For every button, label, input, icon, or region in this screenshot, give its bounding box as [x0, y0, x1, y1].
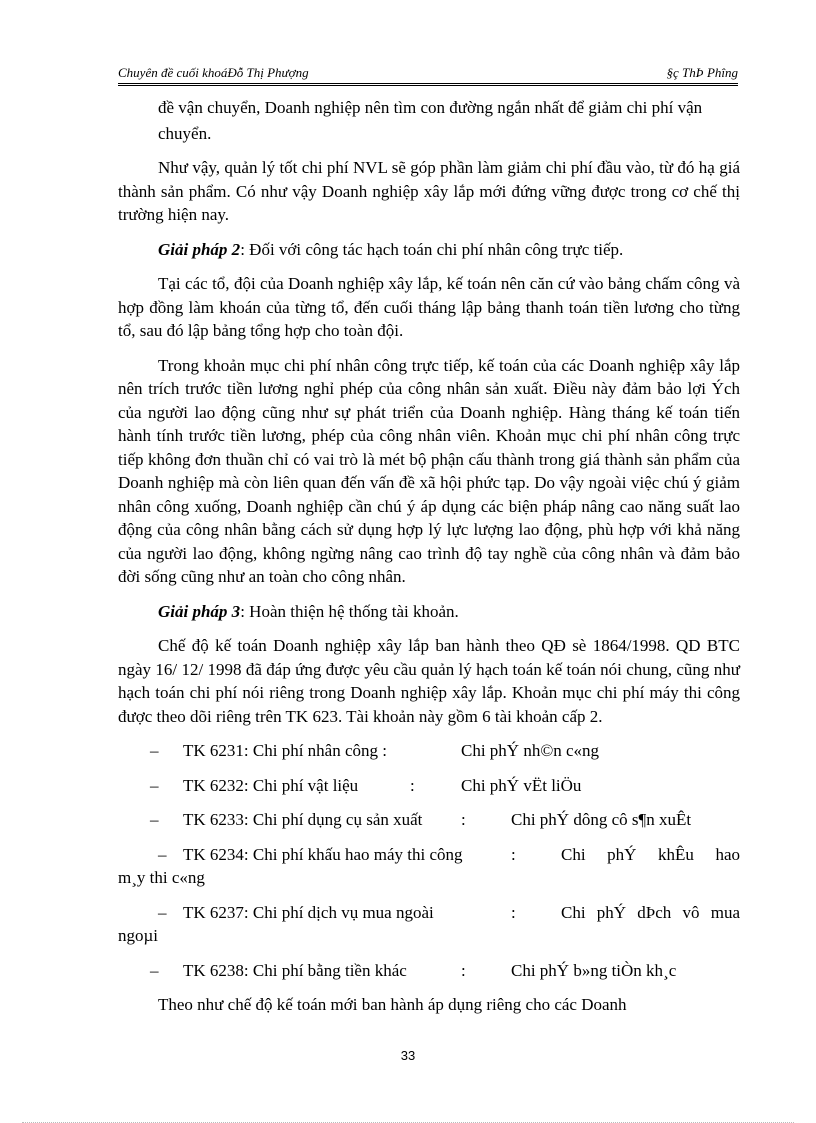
- header-left-title: Chuyên đề cuối khoáĐỗ Thị Phượng: [118, 65, 309, 80]
- account-item-6232: [118, 774, 740, 798]
- account-alt-label: Chi phÝ vËt liÖu: [461, 775, 582, 795]
- account-alt-continuation: ngoµi: [118, 926, 159, 945]
- paragraph-2: Như vậy, quản lý tốt chi phí NVL sẽ góp phần làm giảm chi phí đầu vào, từ đó hạ giá thành sản phẩm. Có như vậy Doanh nghiệp xây lắp mới đứng vững được trong cơ chế thị trường hiện nay.: [118, 158, 740, 224]
- paragraph-3: Tại các tổ, đội của Doanh nghiệp xây lắp, kế toán nên căn cứ vào bảng chấm công và hợp đồng làm khoán của từng tổ, đến cuối tháng lập bảng thanh toán tiền lương cho từng tổ, sau đó lập bảng tổng hợp cho toàn đội.: [118, 274, 740, 340]
- paragraph-1a: đề vận chuyển, Doanh nghiệp nên tìm con đường ngắn nhất để giảm chi phí vận: [158, 98, 703, 117]
- list-dash: –: [150, 960, 159, 980]
- account-colon: :: [461, 960, 466, 980]
- account-colon: :: [511, 844, 516, 864]
- account-alt-continuation: m¸y thi c«ng: [118, 868, 205, 887]
- account-label: TK 6231: Chi phí nhân công :: [183, 741, 387, 760]
- account-alt-label: Chi phÝ khÊu hao: [561, 844, 740, 864]
- account-item-6237: [118, 901, 740, 948]
- account-item-6231: [118, 739, 740, 763]
- solution-3-text: : Hoàn thiện hệ thống tài khoản.: [240, 601, 459, 621]
- account-label: TK 6234: Chi phí khấu hao máy thi công: [183, 844, 463, 864]
- account-alt-label: Chi phÝ b»ng tiÒn kh¸c: [511, 960, 677, 980]
- account-colon: :: [410, 775, 415, 795]
- solution-3-heading: [118, 600, 740, 624]
- solution-3-title: Giải pháp 3: [158, 601, 241, 621]
- account-label: TK 6232: Chi phí vật liệu: [183, 775, 359, 795]
- document-body: [118, 96, 740, 1028]
- account-item-6234: [118, 843, 740, 890]
- paragraph-5: Chế độ kế toán Doanh nghiệp xây lắp ban hành theo QĐ sè 1864/1998. QD BTC ngày 16/ 12/ 1998 đã đáp ứng được yêu cầu quản lý hạch toán kế toán nói chung, cũng như hạch toán chi phí nói riêng trong Doanh nghiệp xây lắp. Khoản mục chi phí máy thi công được theo dõi riêng trên TK 623. Tài khoản này gồm 6 tài khoản cấp 2.: [118, 636, 740, 726]
- account-label: TK 6233: Chi phí dụng cụ sản xuất: [183, 810, 423, 829]
- list-dash: –: [158, 902, 167, 922]
- header-right-author: §ç ThÞ Phîng: [666, 65, 738, 80]
- solution-2-title: Giải pháp 2: [158, 239, 241, 259]
- solution-2-text: : Đối với công tác hạch toán chi phí nhân công trực tiếp.: [240, 239, 624, 259]
- paragraph-last: Theo như chế độ kế toán mới ban hành áp dụng riêng cho các Doanh: [158, 995, 627, 1014]
- account-colon: :: [511, 902, 516, 922]
- paragraph-4: Trong khoản mục chi phí nhân công trực tiếp, kế toán của các Doanh nghiệp xây lắp nên trích trước tiền lương nghỉ phép của công nhân sản xuất. Điều này đảm bảo lợi Ých của người lao động cũng như sự phát triển của Doanh nghiệp. Hàng tháng kế toán tiến hành tính trước tiền lương, phép của công nhân viên. Khoản mục chi phí nhân công trực tiếp không đơn thuần chỉ có vai trò là mét bộ phận cấu thành trong giá thành sản phẩm của Doanh nghiệp mà còn liên quan đến vấn đề xã hội phức tạp. Do vậy ngoài việc chú ý giảm nhân công xuống, Doanh nghiệp cần chú ý áp dụng các biện pháp nâng cao năng suất lao động của công nhân bằng cách sử dụng hợp lý lực lượng lao động, phù hợp với khả năng của người lao động, không ngừng nâng cao trình độ tay nghề của công nhân và đảm bảo đời sống cũng như an toàn cho công nhân.: [118, 355, 740, 586]
- paragraph-1b: chuyển.: [158, 123, 212, 143]
- account-colon: :: [461, 810, 466, 829]
- running-header: [118, 63, 738, 86]
- account-alt-label: Chi phÝ nh©n c«ng: [461, 741, 600, 760]
- account-item-6238: [118, 959, 740, 983]
- account-label: TK 6238: Chi phí bằng tiền khác: [183, 960, 407, 980]
- list-dash: –: [158, 844, 167, 864]
- account-alt-label: Chi phÝ dÞch vô mua: [561, 902, 740, 922]
- solution-2-heading: [118, 238, 740, 262]
- list-dash: –: [150, 741, 159, 760]
- list-dash: –: [150, 775, 159, 795]
- account-label: TK 6237: Chi phí dịch vụ mua ngoài: [183, 902, 434, 922]
- list-dash: –: [150, 810, 159, 829]
- page-number: 33: [400, 1048, 416, 1063]
- account-item-6233: [118, 808, 740, 832]
- account-alt-label: Chi phÝ dông cô s¶n xuÊt: [511, 810, 692, 829]
